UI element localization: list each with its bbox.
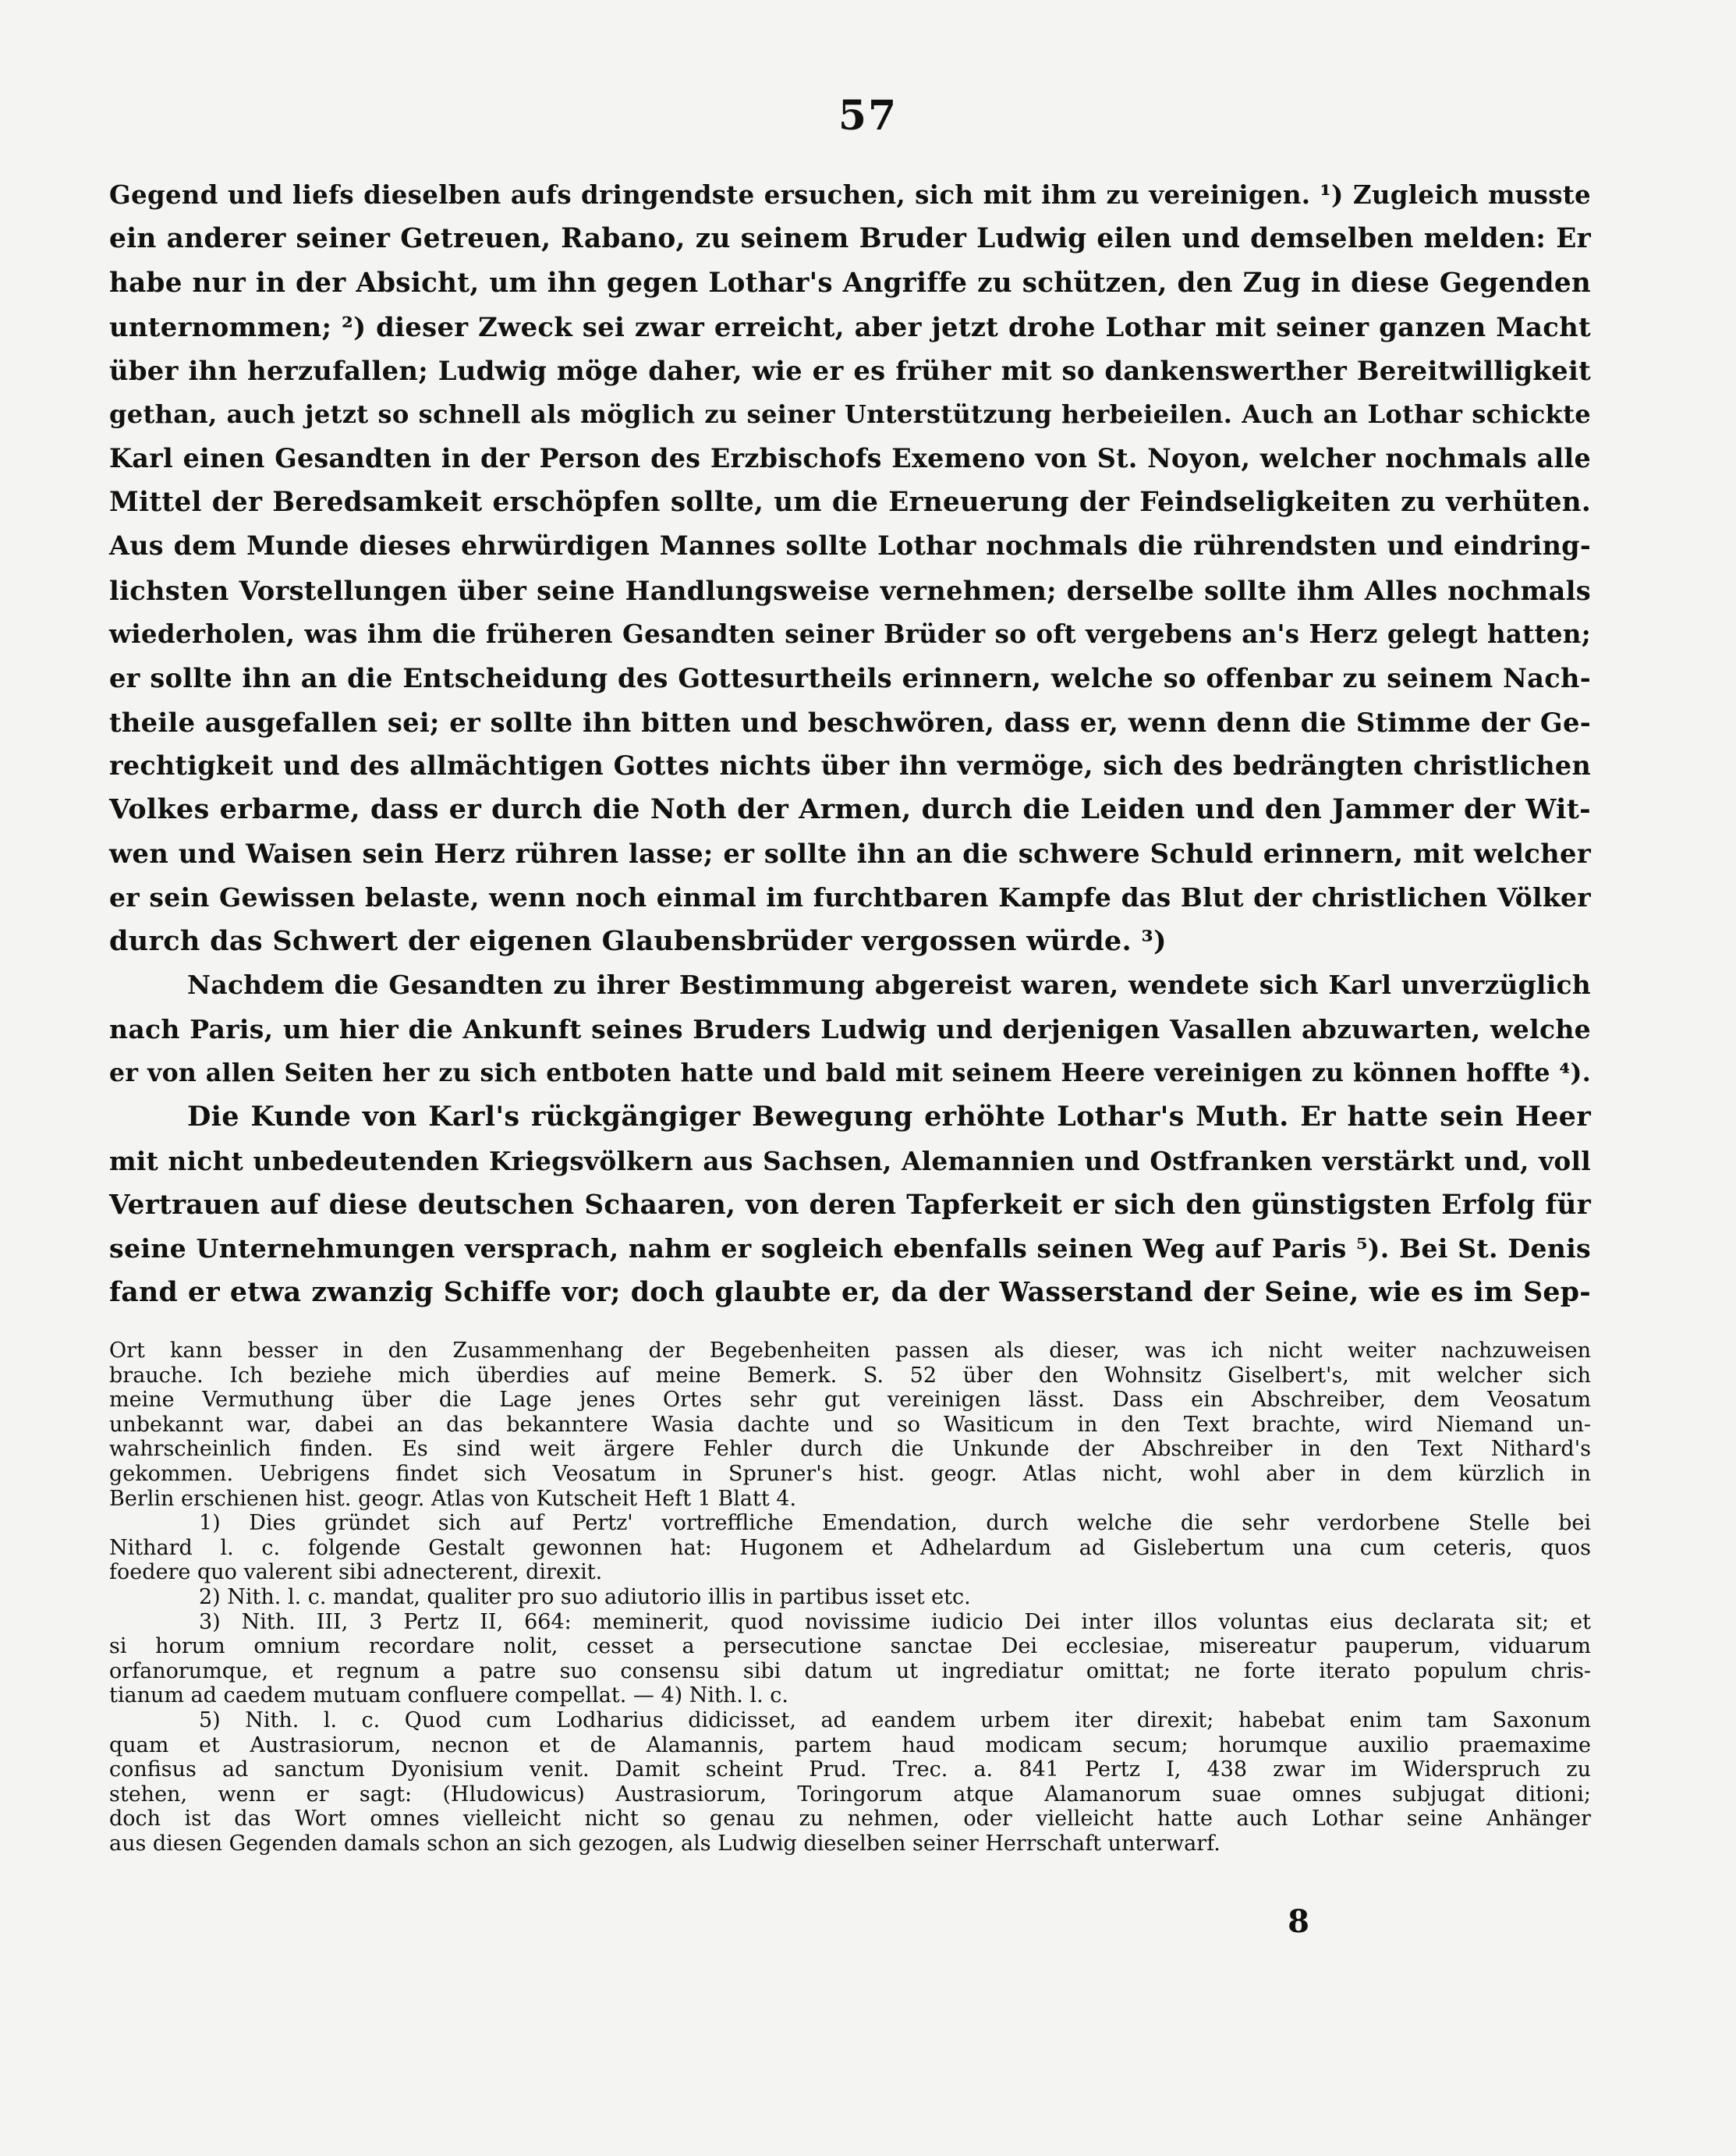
text-line: Volkes erbarme, dass er durch die Noth der Armen, durch die Leiden und den Jammer der Wit- <box>109 793 1591 826</box>
text-line: theile ausgefallen sei; er sollte ihn bitten und beschwören, dass er, wenn denn die Stimme der Ge- <box>109 706 1591 738</box>
text-line: gethan, auch jetzt so schnell als möglich zu seiner Unterstützung herbeieilen. Auch an Lothar schickte <box>109 399 1591 430</box>
footnote-line: doch ist das Wort omnes vielleicht nicht so genau zu nehmen, oder vielleicht hatte auch Lothar seine Anhänger <box>109 1807 1591 1832</box>
footnote-line: Berlin erschienen hist. geogr. Atlas von Kutscheit Heft 1 Blatt 4. <box>109 1486 797 1511</box>
footnote-line: unbekannt war, dabei an das bekanntere Wasia dachte und so Wasiticum in den Text brachte, wird Niemand un- <box>109 1412 1591 1437</box>
text-line: Gegend und liefs dieselben aufs dringendste ersuchen, sich mit ihm zu vereinigen. ¹) Zugleich musste <box>109 180 1591 210</box>
signature-mark: 8 <box>1288 1903 1309 1940</box>
text-line: seine Unternehmungen versprach, nahm er sogleich ebenfalls seinen Weg auf Paris ⁵). Bei St. Denis <box>109 1233 1591 1264</box>
text-line: durch das Schwert der eigenen Glaubensbrüder vergossen würde. ³) <box>109 925 1167 958</box>
text-line: Mittel der Beredsamkeit erschöpfen sollte, um die Erneuerung der Feindseligkeiten zu verhüten. <box>109 487 1591 519</box>
text-line: rechtigkeit und des allmächtigen Gottes nichts über ihn vermöge, sich des bedrängten christlichen <box>109 750 1591 781</box>
text-line: lichsten Vorstellungen über seine Handlungsweise vernehmen; derselbe sollte ihm Alles nochmals <box>109 574 1591 606</box>
page-number: 57 <box>838 92 898 140</box>
footnote-line: 5) Nith. l. c. Quod cum Lodharius didicisset, ad eandem urbem iter direxit; habebat enim tam Saxonum <box>199 1707 1591 1732</box>
text-line: mit nicht unbedeutenden Kriegsvölkern aus Sachsen, Alemannien und Ostfranken verstärkt und, voll <box>109 1145 1591 1176</box>
text-line: Vertrauen auf diese deutschen Schaaren, von deren Tapferkeit er sich den günstigsten Erfolg für <box>109 1189 1591 1221</box>
footnote-line: quam et Austrasiorum, necnon et de Alamannis, partem haud modicam secum; horumque auxilio praemaxime <box>109 1732 1591 1757</box>
footnote-line: Nithard l. c. folgende Gestalt gewonnen hat: Hugonem et Adhelardum ad Gislebertum una cum ceteris, quos <box>109 1535 1591 1560</box>
footnote-line: orfanorumque, et regnum a patre suo consensu sibi datum ut ingrediatur omittat; ne forte iterato populum chris- <box>109 1658 1591 1683</box>
footnote-line: si horum omnium recordare nolit, cesset a persecutione sanctae Dei ecclesiae, misereatur pauperum, viduarum <box>109 1634 1591 1659</box>
text-line: ein anderer seiner Getreuen, Rabano, zu seinem Bruder Ludwig eilen und demselben melden: Er <box>109 223 1591 255</box>
text-line: fand er etwa zwanzig Schiffe vor; doch glaubte er, da der Wasserstand der Seine, wie es im Sep- <box>109 1276 1591 1309</box>
text-line: unternommen; ²) dieser Zweck sei zwar erreicht, aber jetzt drohe Lothar mit seiner ganzen Macht <box>109 310 1591 342</box>
footnote-line: stehen, wenn er sagt: (Hludowicus) Austrasiorum, Toringorum atque Alamanorum suae omnes subjugat ditioni; <box>109 1782 1591 1807</box>
text-line: wiederholen, was ihm die früheren Gesandten seiner Brüder so oft vergebens an's Herz gelegt hatten; <box>109 618 1591 649</box>
footnote-line: aus diesen Gegenden damals schon an sich gezogen, als Ludwig dieselben seiner Herrschaft unterwarf. <box>109 1831 1221 1856</box>
text-line: habe nur in der Absicht, um ihn gegen Lothar's Angriffe zu schützen, den Zug in diese Gegenden <box>109 267 1591 299</box>
text-line: über ihn herzufallen; Ludwig möge daher, wie er es früher mit so dankenswerther Bereitwilligkeit <box>109 355 1591 387</box>
text-line: er von allen Seiten her zu sich entboten hatte und bald mit seinem Heere vereinigen zu können hoffte ⁴). <box>109 1058 1591 1087</box>
footnote-line: confisus ad sanctum Dyonisium venit. Damit scheint Prud. Trec. a. 841 Pertz I, 438 zwar im Widerspruch zu <box>109 1757 1591 1782</box>
text-line: Nachdem die Gesandten zu ihrer Bestimmung abgereist waren, wendete sich Karl unverzüglich <box>187 970 1591 1001</box>
text-line: er sein Gewissen belaste, wenn noch einmal im furchtbaren Kampfe das Blut der christlichen Völker <box>109 881 1591 913</box>
text-line: nach Paris, um hier die Ankunft seines Bruders Ludwig und derjenigen Vasallen abzuwarten, welche <box>109 1013 1591 1044</box>
footnote-line: 2) Nith. l. c. mandat, qualiter pro suo adiutorio illis in partibus isset etc. <box>199 1584 971 1609</box>
text-line: Aus dem Munde dieses ehrwürdigen Mannes sollte Lothar nochmals die rührendsten und eindring- <box>109 530 1591 562</box>
footnote-line: brauche. Ich beziehe mich überdies auf meine Bemerk. S. 52 über den Wohnsitz Giselbert's, mit welcher sich <box>109 1363 1591 1388</box>
footnote-line: foedere quo valerent sibi adnecterent, direxit. <box>109 1560 603 1585</box>
footnote-line: 1) Dies gründet sich auf Pertz' vortreffliche Emendation, durch welche die sehr verdorbene Stelle bei <box>199 1511 1591 1536</box>
footnote-line: tianum ad caedem mutuam confluere compellat. — 4) Nith. l. c. <box>109 1683 788 1708</box>
footnote-line: gekommen. Uebrigens findet sich Veosatum in Spruner's hist. geogr. Atlas nicht, wohl aber in dem kürzlich in <box>109 1461 1591 1486</box>
footnote-line: wahrscheinlich finden. Es sind weit ärgere Fehler durch die Unkunde der Abschreiber in den Text Nithard's <box>109 1437 1591 1462</box>
text-line: wen und Waisen sein Herz rühren lasse; er sollte ihn an die schwere Schuld erinnern, mit welcher <box>109 838 1591 870</box>
footnote-line: Ort kann besser in den Zusammenhang der Begebenheiten passen als dieser, was ich nicht weiter nachzuweisen <box>109 1339 1591 1363</box>
footnotes <box>109 1339 1591 1856</box>
text-line: Karl einen Gesandten in der Person des Erzbischofs Exemeno von St. Noyon, welcher nochmals alle <box>109 442 1591 473</box>
text-line: er sollte ihn an die Entscheidung des Gottesurtheils erinnern, welche so offenbar zu seinem Nach- <box>109 662 1591 694</box>
main-text <box>109 173 1591 1315</box>
footnote-line: 3) Nith. III, 3 Pertz II, 664: meminerit, quod novissime iudicio Dei inter illos voluntas eius declarata sit; et <box>199 1609 1591 1634</box>
text-line: Die Kunde von Karl's rückgängiger Bewegung erhöhte Lothar's Muth. Er hatte sein Heer <box>187 1101 1591 1133</box>
footnote-line: meine Vermuthung über die Lage jenes Ortes sehr gut vereinigen lässt. Dass ein Abschreiber, dem Veosatum <box>109 1388 1591 1413</box>
